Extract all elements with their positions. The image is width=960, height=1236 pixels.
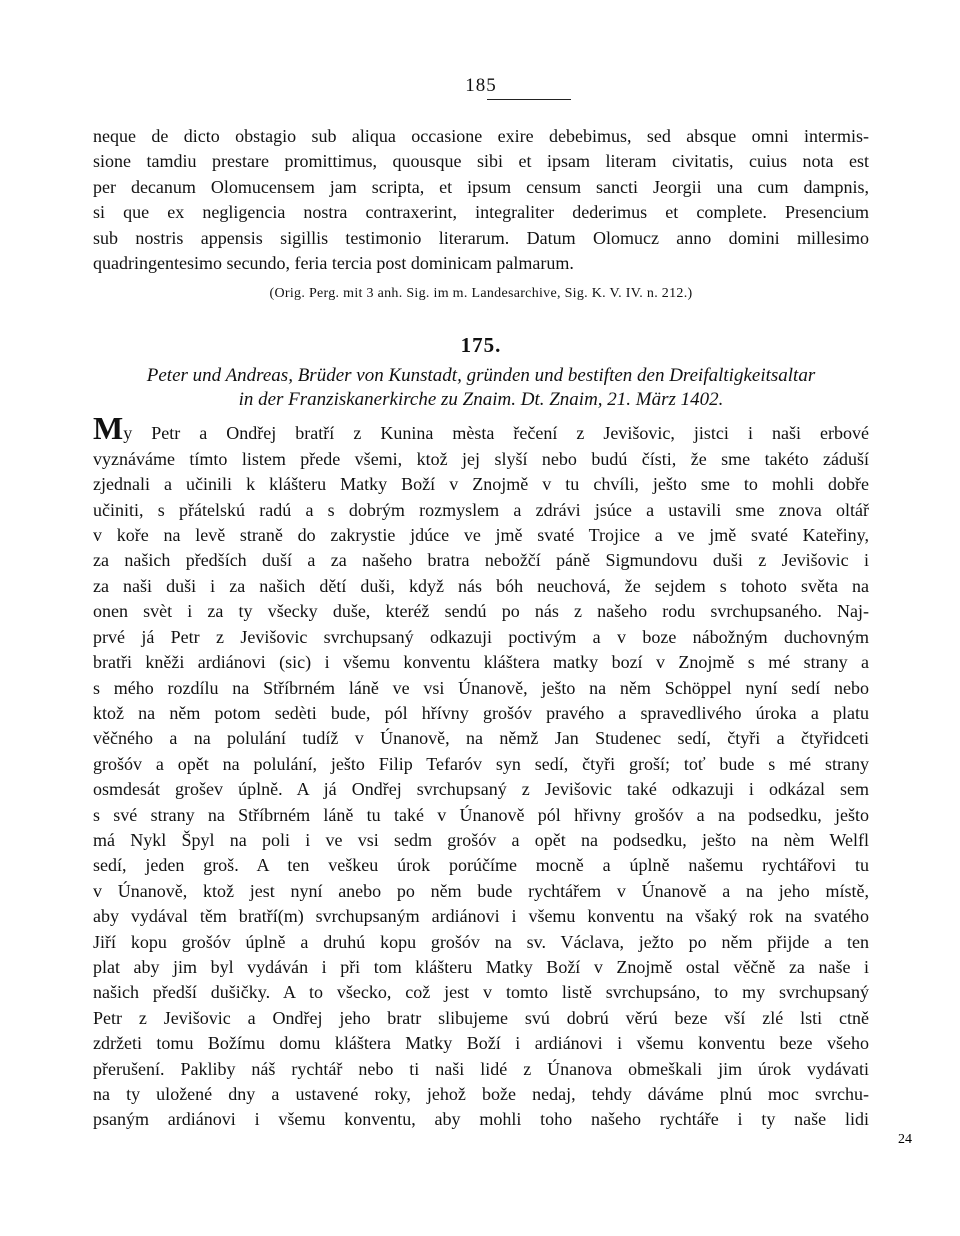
body-line: plat aby jim byl vydáván i při tom klášteru Matky Boží v Znojmě ostal věčně za naše i	[93, 956, 869, 977]
regest-line: Peter und Andreas, Brüder von Kunstadt, gründen und bestiften den Dreifaltigkeitsaltar	[146, 365, 816, 387]
continuation-line: sub nostris appensis sigillis testimonio literarum. Datum Olomucz anno domini millesimo	[93, 227, 869, 248]
continuation-line: quadringentesimo secundo, feria tercia post dominicam palmarum.	[93, 253, 574, 274]
body-line: zjednali a učinili k klášteru Matky Boží v Znojmě v tu chvíli, ješto sme to mohli dobře	[93, 474, 869, 495]
body-line: sedí, jeden groš. A ten veškeu úrok porúčíme mocně a úplně našemu rychtářovi tu	[93, 855, 869, 876]
body-line: vyznáváme tímto listem přede všemi, ktož jej slyší nebo budú čísti, že sme takéto záduší	[93, 448, 869, 469]
body-line: přerušení. Pakliby náš rychtář nebo ti naši lidé z Únanova obmeškali jim úrok vydávati	[93, 1058, 869, 1079]
initial-letter: M	[93, 418, 124, 447]
body-line: na ty uložené dny a ustavené roky, jehož bože nedaj, tehdy dáváme plnú moc svrchu-	[93, 1084, 869, 1104]
body-line: onen svèt i za ty všecky duše, kteréž sendú po nás z našeho rodu svrchupsaného. Naj-	[93, 601, 869, 622]
body-line: zdržeti tomu Božímu domu kláštera Matky Boží i ardiánovi i všemu konventu beze všeho	[93, 1033, 869, 1054]
source-note: (Orig. Perg. mit 3 anh. Sig. im m. Landesarchive, Sig. K. V. IV. n. 212.)	[269, 286, 693, 302]
page	[93, 74, 869, 1133]
body-line: věčného a na polulání tudíž v Únanově, na němž Jan Studenec sedí, čtyři a čtyřidceti	[93, 728, 869, 749]
body-line: učiniti, s přátelskú radú a s dobrým rozmyslem a zdrávi jsúce a ustavili sme znova oltář	[93, 499, 869, 520]
page-number: 185	[465, 75, 497, 96]
body-first-line	[93, 418, 869, 446]
continuation-line: si que ex negligencia nostra contraxerint, integraliter dederimus et complete. Presencium	[93, 202, 869, 223]
body-line: s mého rozdílu na Stříbrném láně ve vsi Únanově, ješto na něm Schöppel nyní sedí nebo	[93, 677, 869, 698]
continuation-line: per decanum Olomucensem jam scripta, et ipsum censum sancti Jeorgii una cum dampnis,	[93, 176, 869, 197]
body-line: psaným ardiánovi i všemu konventu, aby mohli toho našeho rychtáře i ty naše lidi	[93, 1109, 869, 1130]
regest-line: in der Franziskanerkirche zu Znaim. Dt. Znaim, 21. März 1402.	[238, 389, 724, 411]
charter-body	[93, 418, 869, 1132]
body-line: Petr z Jevišovic a Ondřej jeho bratr slibujeme svú dobrú věrú beze vší zlé lsti ctně	[93, 1007, 869, 1028]
header-rule	[487, 99, 571, 100]
continuation-paragraph	[93, 124, 869, 276]
body-line: za našich předších duší a za našeho bratra nebožčí páně Sigmundovu duši z Jevišovic i	[93, 550, 869, 571]
body-line: prvé já Petr z Jevišovic svrchupsaný odkazuji poctivým a v boze nábožným duchovným	[93, 626, 869, 647]
body-line: s své strany na Stříbrném láně tu také v Únanově pól hřivny grošóv a na podsedku, ješto	[93, 804, 869, 825]
body-line: ktož na něm potom sedèti bude, pól hřívny grošóv pravého a spravedlivého úroka a platu	[93, 702, 869, 723]
folio-signature: 24	[898, 1132, 912, 1147]
body-line: má Nykl Špyl na poli i ve vsi sedm grošóv a opět na podsedku, ješto na nèm Welfl	[93, 829, 869, 850]
body-line: Jiří kopu grošóv úplně a druhú kopu grošóv na sv. Václava, ježto po něm přijde a ten	[93, 931, 869, 952]
body-line: aby vydával těm bratří(m) svrchupsaným ardiánovi i všemu konventu na všaký rok na svatého	[93, 906, 869, 927]
charter-number: 175.	[460, 333, 502, 358]
continuation-line: sione tamdiu prestare promittimus, quousque sibi et ipsam literam civitatis, cuius nota est	[93, 151, 869, 172]
body-line: v koře na levě straně do zakrystie jdúce ve jmě svaté Trojice a ve jmě svaté Kateřiny,	[93, 525, 869, 546]
charter-regest	[93, 364, 869, 412]
body-line: za naši duši i za našich dětí duši, když nás bóh neuchová, že sejdem s tohoto světa na	[93, 575, 869, 596]
body-line: bratři kněži ardiánovi (sic) i všemu konventu kláštera matky bozí v Znojmě s mé strany a	[93, 652, 869, 673]
body-first-line-text: y Petr a Ondřej bratří z Kunina mèsta řečení z Jevišovic, jistci i naši erbové	[123, 423, 869, 444]
body-line: v Únanově, ktož jest nyní anebo po něm bude rychtářem v Únanově a na jeho místě,	[93, 880, 869, 901]
body-line: osmdesát grošev úplně. A já Ondřej svrchupsaný z Jevišovic také odkazuji i odkázal sem	[93, 779, 869, 800]
continuation-line: neque de dicto obstagio sub aliqua occasione exire debebimus, sed absque omni intermis-	[93, 126, 869, 146]
body-line: grošóv a opět na polulání, ješto Filip Tefaróv syn sedí, čtyři groší; toť bude s mé strany	[93, 753, 869, 774]
body-line: našich předší dušičky. A to všecko, což jest v tomto listě svrchupsáno, to my svrchupsaný	[93, 982, 869, 1003]
